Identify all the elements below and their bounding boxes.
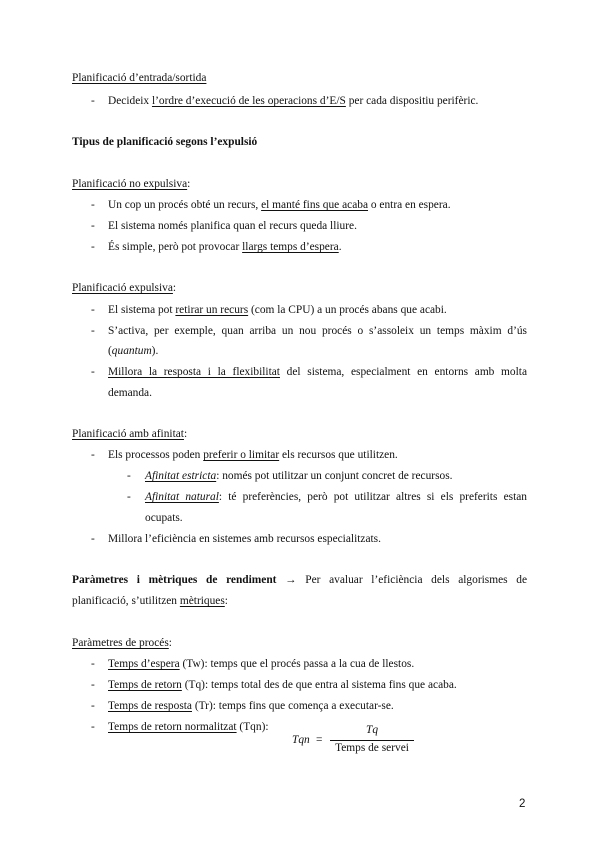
list-item: Decideix l’ordre d’execució de les operacions d’E/S per cada dispositiu perifèric.: [108, 95, 479, 107]
list-item: Temps de retorn (Tq): temps total des de que entra al sistema fins que acaba.: [108, 679, 457, 691]
heading-preemptive: Planificació expulsiva:: [72, 282, 177, 294]
list-item: El sistema pot retirar un recurs (com la CPU) a un procés abans que acabi.: [108, 304, 447, 316]
bullet-dash: -: [91, 199, 95, 211]
list-item: Temps de retorn normalitzat (Tqn):: [108, 721, 269, 733]
bullet-dash: -: [91, 220, 95, 232]
list-item: Un cop un procés obté un recurs, el manté fins que acaba o entra en espera.: [108, 199, 451, 211]
bullet-dash: -: [91, 533, 95, 545]
formula-equals: =: [316, 734, 323, 746]
list-item: El sistema només planifica quan el recurs queda lliure.: [108, 220, 357, 232]
sub-bullet-dash: -: [127, 491, 131, 503]
formula-denominator: Temps de servei: [335, 742, 409, 754]
heading-affinity: Planificació amb afinitat:: [72, 428, 188, 440]
bullet-dash: -: [91, 366, 95, 378]
metrics-paragraph-line: planificació, s’utilitzen mètriques:: [72, 595, 228, 607]
bullet-dash: -: [91, 95, 95, 107]
list-item: Temps de resposta (Tr): temps fins que comença a executar-se.: [108, 700, 394, 712]
bullet-dash: -: [91, 241, 95, 253]
normalized-turnaround-formula: [292, 724, 417, 758]
bullet-dash: -: [91, 304, 95, 316]
bullet-dash: -: [91, 700, 95, 712]
bullet-dash: -: [91, 449, 95, 461]
sub-bullet-dash: -: [127, 470, 131, 482]
sub-list-item-line: ocupats.: [145, 512, 183, 524]
list-item: Temps d’espera (Tw): temps que el procés passa a la cua de llestos.: [108, 658, 415, 670]
heading-io-planning: Planificació d’entrada/sortida: [72, 72, 207, 84]
heading-non-preemptive: Planificació no expulsiva:: [72, 178, 191, 190]
list-item: És simple, però pot provocar llargs temps d’espera.: [108, 241, 342, 253]
bullet-dash: -: [91, 679, 95, 691]
list-item: Els processos poden preferir o limitar els recursos que utilitzen.: [108, 449, 398, 461]
sub-list-item-line: Afinitat natural: té preferències, però pot utilitzar altres si els preferits estan: [145, 491, 527, 503]
list-item: Millora l’eficiència en sistemes amb recursos especialitzats.: [108, 533, 381, 545]
fraction-bar: [330, 740, 414, 741]
heading-process-parameters: Paràmetres de procés:: [72, 637, 172, 649]
bullet-dash: -: [91, 325, 95, 337]
formula-lhs: Tqn: [292, 734, 310, 746]
heading-expulsion-types: Tipus de planificació segons l’expulsió: [72, 136, 258, 148]
list-item-line: S’activa, per exemple, quan arriba un nou procés o s’assoleix un temps màxim d’ús: [108, 325, 527, 337]
formula-numerator: Tq: [365, 724, 379, 736]
bullet-dash: -: [91, 658, 95, 670]
list-item-line: demanda.: [108, 387, 152, 399]
metrics-paragraph-line: Paràmetres i mètriques de rendiment → Per avaluar l’eficiència dels algorismes de: [72, 574, 527, 586]
bullet-dash: -: [91, 721, 95, 733]
page-number: 2: [519, 798, 526, 810]
sub-list-item: Afinitat estricta: només pot utilitzar un conjunt concret de recursos.: [145, 470, 453, 482]
list-item-line: (quantum).: [108, 345, 159, 357]
list-item-line: Millora la resposta i la flexibilitat del sistema, especialment en entorns amb molta: [108, 366, 527, 378]
